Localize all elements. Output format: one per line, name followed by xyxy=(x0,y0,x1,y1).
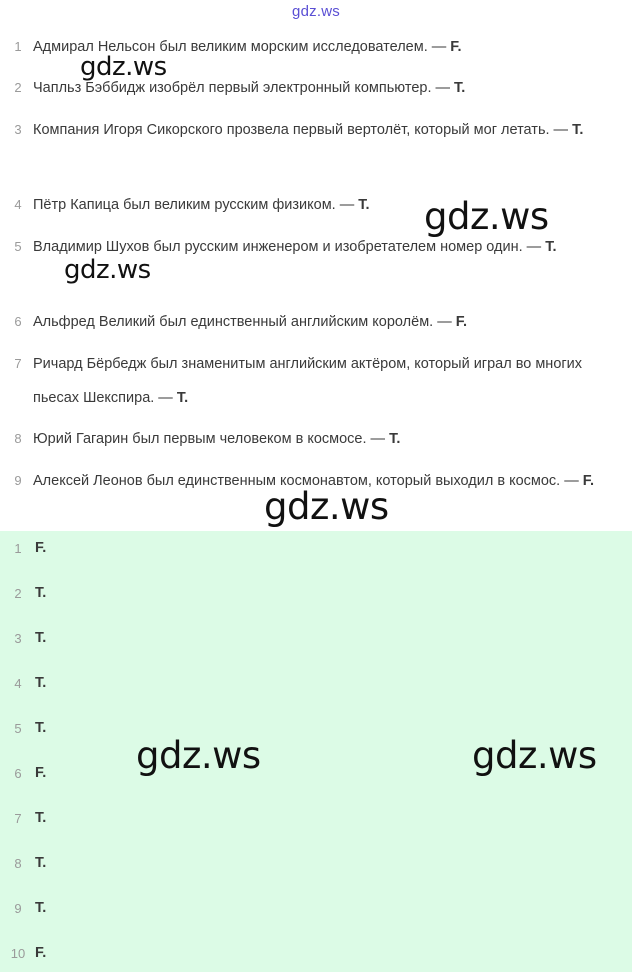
short-answer-value: F. xyxy=(35,945,47,961)
item-answer: T. xyxy=(572,122,584,138)
short-answer-value: T. xyxy=(35,675,47,691)
short-answer-value: T. xyxy=(35,720,47,736)
watermark: gdz.ws xyxy=(64,255,151,285)
short-answer-value: T. xyxy=(35,810,47,826)
watermark: gdz.ws xyxy=(264,485,389,528)
short-answer-number: 10 xyxy=(10,946,26,961)
item-text: Альфред Великий был единственный английским королём. — F. xyxy=(33,314,468,330)
short-answer-number: 4 xyxy=(14,676,22,691)
item-text: Алексей Леонов был единственным космонавтом, который выходил в космос. — F. xyxy=(33,473,595,489)
short-answer-value: T. xyxy=(35,855,47,871)
short-answer-value: F. xyxy=(35,765,47,781)
watermark: gdz.ws xyxy=(472,734,597,777)
watermark: gdz.ws xyxy=(136,734,261,777)
item-text: Пётр Капица был великим русским физиком. — T. xyxy=(33,197,370,213)
short-answer-value: T. xyxy=(35,630,47,646)
item-number: 8 xyxy=(14,431,22,446)
item-answer: T. xyxy=(389,431,401,447)
short-answer-number: 3 xyxy=(14,631,22,646)
item-answer: T. xyxy=(545,239,557,255)
item-text: Ричард Бёрбедж был знаменитым английским актёром, который играл во многих пьесах Шекспира. — T. xyxy=(33,356,583,406)
item-answer: T. xyxy=(454,80,466,96)
short-answer-number: 7 xyxy=(14,811,22,826)
item-text: Чапльз Бэббидж изобрёл первый электронный компьютер. — T. xyxy=(33,80,466,96)
short-answer-number: 5 xyxy=(14,721,22,736)
item-text: Юрий Гагарин был первым человеком в космосе. — T. xyxy=(33,431,401,447)
short-answer-value: T. xyxy=(35,900,47,916)
short-answer-number: 1 xyxy=(14,541,22,556)
item-answer: F. xyxy=(450,39,462,55)
watermark: gdz.ws xyxy=(424,195,549,238)
item-answer: T. xyxy=(358,197,370,213)
site-link[interactable]: gdz.ws xyxy=(292,3,340,20)
item-text: Компания Игоря Сикорского прозвела первый вертолёт, который мог летать. — T. xyxy=(33,122,584,138)
item-answer: T. xyxy=(176,390,189,406)
item-number: 6 xyxy=(14,314,22,329)
item-number: 4 xyxy=(14,197,22,212)
item-number: 5 xyxy=(14,239,22,254)
watermark: gdz.ws xyxy=(80,52,167,82)
short-answer-number: 8 xyxy=(14,856,22,871)
short-answer-number: 6 xyxy=(14,766,22,781)
short-answer-number: 9 xyxy=(14,901,22,916)
short-answer-number: 2 xyxy=(14,586,22,601)
item-answer: F. xyxy=(455,314,468,330)
item-answer: F. xyxy=(582,473,595,489)
item-number: 2 xyxy=(14,80,22,95)
item-number: 9 xyxy=(14,473,22,488)
item-number: 7 xyxy=(14,356,22,371)
item-number: 3 xyxy=(14,122,22,137)
item-number: 1 xyxy=(14,39,22,54)
item-text: Владимир Шухов был русским инженером и изобретателем номер один. — T. xyxy=(33,239,557,255)
short-answer-value: T. xyxy=(35,585,47,601)
short-answer-value: F. xyxy=(35,540,47,556)
item-text: Адмирал Нельсон был великим морским исследователем. — F. xyxy=(33,39,462,55)
